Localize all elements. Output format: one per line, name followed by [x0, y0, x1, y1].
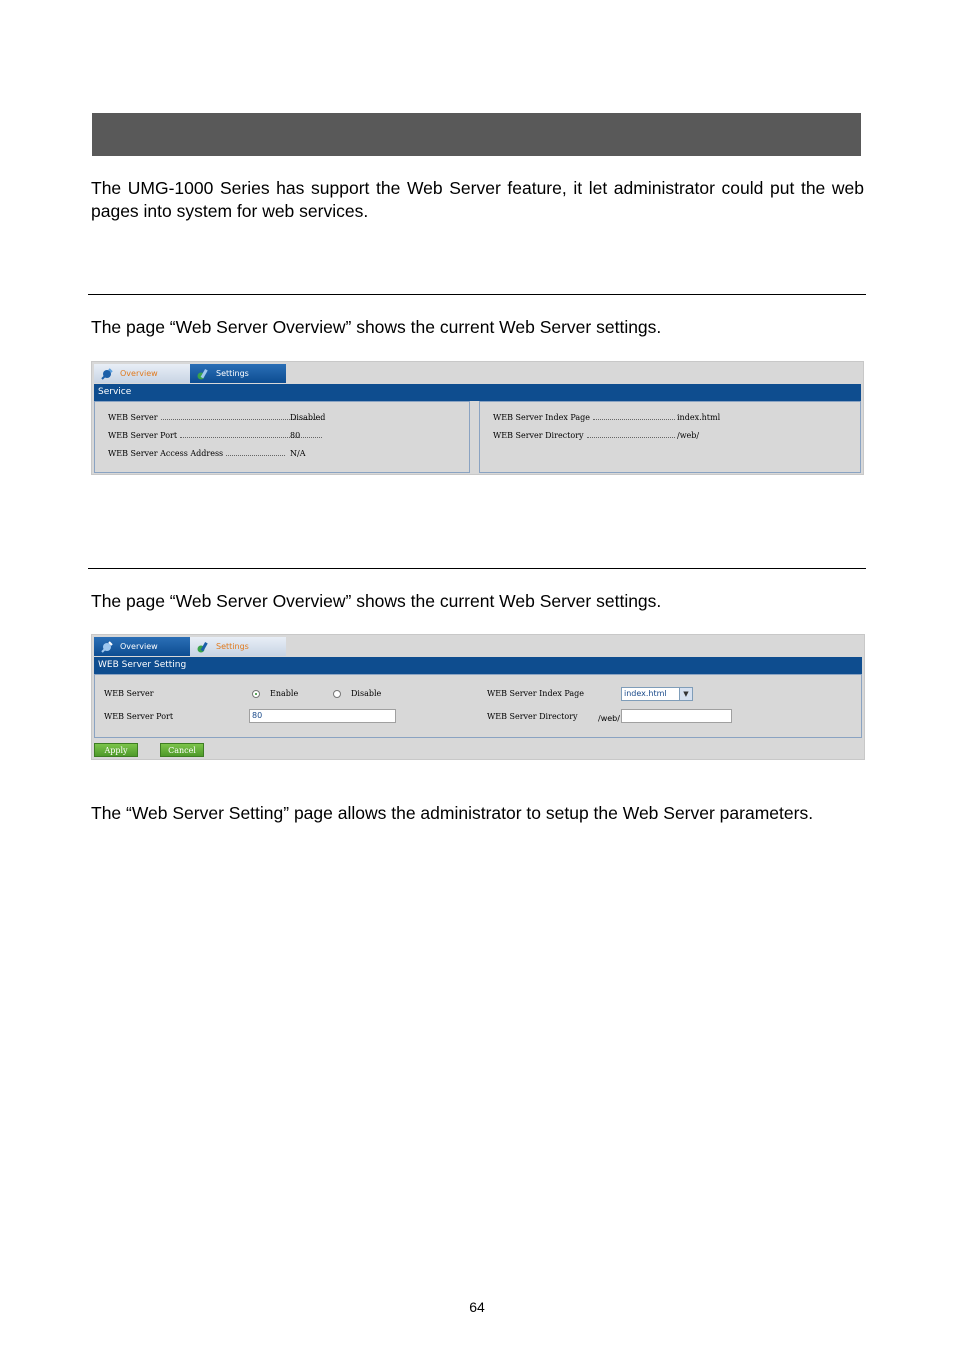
kv-web-server-access-address [108, 449, 288, 458]
enable-label: Enable [270, 689, 299, 698]
kv-web-server-directory [493, 431, 678, 440]
page-number: 64 [469, 1299, 485, 1315]
tab-settings[interactable] [190, 637, 286, 656]
divider [88, 568, 866, 569]
kv-value: index.html [677, 413, 721, 422]
overview-screenshot [91, 361, 864, 475]
settings-box [94, 674, 862, 738]
chevron-down-icon: ▼ [679, 688, 692, 700]
kv-value: /web/ [677, 431, 700, 440]
section-title-bar [92, 113, 861, 156]
tab-overview[interactable] [94, 364, 190, 383]
web-server-label: WEB Server [104, 689, 154, 698]
index-page-select[interactable] [621, 687, 693, 701]
kv-value: 80 [290, 431, 301, 440]
kv-label: WEB Server Directory [493, 431, 584, 440]
directory-label: WEB Server Directory [487, 712, 578, 721]
divider [88, 294, 866, 295]
index-page-label: WEB Server Index Page [487, 689, 585, 698]
service-header: Service [94, 384, 861, 401]
kv-label: WEB Server Access Address [108, 449, 224, 458]
web-server-setting-header: WEB Server Setting [94, 657, 862, 674]
port-label: WEB Server Port [104, 712, 174, 721]
satellite-icon [100, 367, 114, 381]
tab-overview-label: Overview [120, 642, 158, 651]
kv-value: Disabled [290, 413, 326, 422]
outro-paragraph: The “Web Server Setting” page allows the administrator to setup the Web Server parameters. [91, 803, 814, 823]
tab-settings[interactable] [190, 364, 286, 383]
directory-prefix: /web/ [598, 714, 620, 723]
settings-screenshot [91, 634, 865, 760]
section2-paragraph: The page “Web Server Overview” shows the current Web Server settings. [91, 591, 662, 611]
kv-value: N/A [290, 449, 306, 458]
service-right-box [479, 401, 861, 473]
index-page-selected: index.html [624, 689, 667, 698]
tab-bar [94, 364, 286, 384]
tab-overview[interactable] [94, 637, 190, 656]
tab-overview-label: Overview [120, 369, 158, 378]
directory-input[interactable] [621, 709, 732, 723]
service-left-box [94, 401, 470, 473]
kv-label: WEB Server Index Page [493, 413, 591, 422]
intro-paragraph: The UMG-1000 Series has support the Web Server feature, it let administrator could put the web pages into system for web services. [91, 178, 864, 221]
apply-button[interactable]: Apply [94, 743, 138, 757]
satellite-icon [100, 640, 114, 654]
cancel-button[interactable]: Cancel [160, 743, 204, 757]
settings-tools-icon [196, 640, 210, 654]
tab-settings-label: Settings [216, 369, 249, 378]
enable-radio[interactable] [252, 690, 260, 698]
settings-tools-icon [196, 367, 210, 381]
section1-paragraph: The page “Web Server Overview” shows the current Web Server settings. [91, 317, 662, 337]
kv-web-server-index-page [493, 413, 678, 422]
tab-bar [94, 637, 286, 657]
disable-radio[interactable] [333, 690, 341, 698]
port-input[interactable]: 80 [249, 709, 396, 723]
kv-label: WEB Server Port [108, 431, 178, 440]
kv-label: WEB Server [108, 413, 158, 422]
tab-settings-label: Settings [216, 642, 249, 651]
disable-label: Disable [351, 689, 382, 698]
